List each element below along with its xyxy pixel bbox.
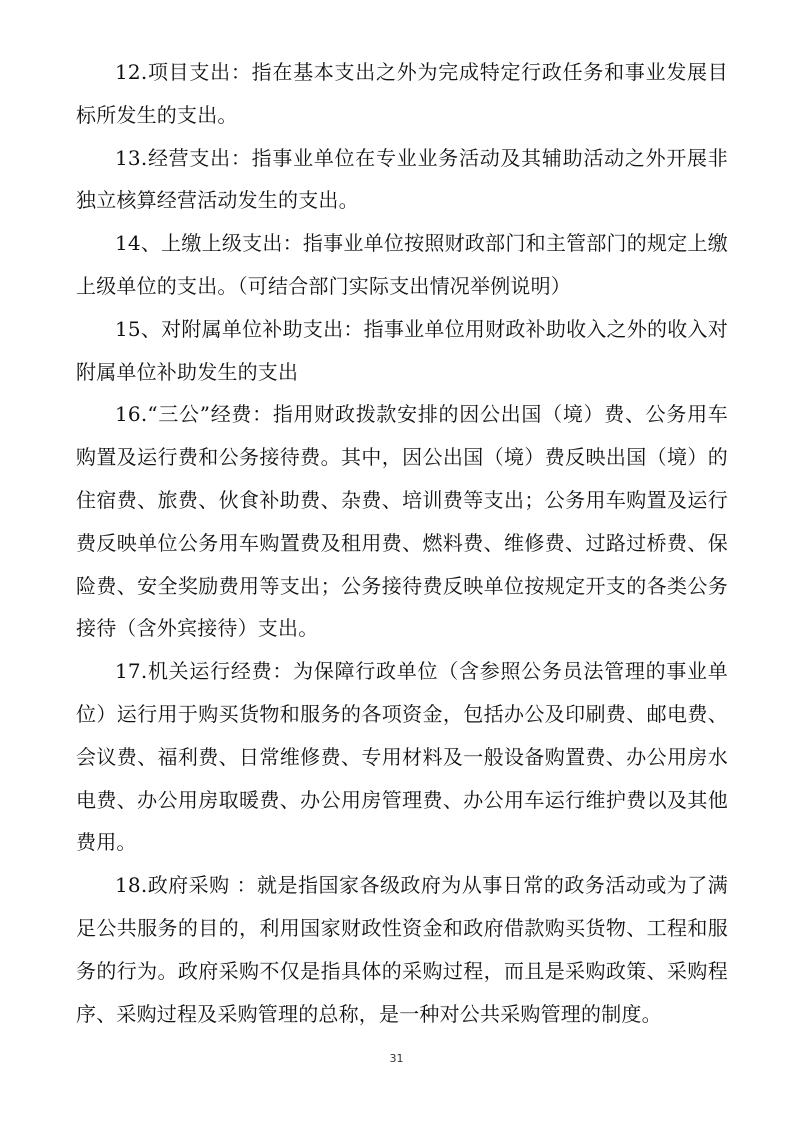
definition-paragraph-14: 14、上缴上级支出：指事业单位按照财政部门和主管部门的规定上缴上级单位的支出。（可结合部门实际支出情况举例说明）	[76, 231, 728, 298]
definition-paragraph-15: 15、对附属单位补助支出：指事业单位用财政补助收入之外的收入对附属单位补助发生的支出	[76, 316, 728, 384]
page-number: 31	[389, 1052, 404, 1065]
document-body	[76, 51, 728, 1035]
definition-paragraph-16: 16.“三公”经费：指用财政拨款安排的因公出国（境）费、公务用车购置及运行费和公务接待费。其中，因公出国（境）费反映出国（境）的住宿费、旅费、伙食补助费、杂费、培训费等支出；公务用车购置及运行费反映单位公务用车购置费及租用费、燃料费、维修费、过路过桥费、保险费、安全奖励费用等支出；公务接待费反映单位按规定开支的各类公务接待（含外宾接待）支出。	[76, 402, 728, 641]
definition-paragraph-12: 12.项目支出：指在基本支出之外为完成特定行政任务和事业发展目标所发生的支出。	[76, 60, 728, 127]
definition-paragraph-13: 13.经营支出：指事业单位在专业业务活动及其辅助活动之外开展非独立核算经营活动发生的支出。	[76, 145, 728, 213]
definition-paragraph-17: 17.机关运行经费：为保障行政单位（含参照公务员法管理的事业单位）运行用于购买货物和服务的各项资金，包括办公及印刷费、邮电费、会议费、福利费、日常维修费、专用材料及一般设备购置费、办公用房水电费、办公用房取暖费、办公用房管理费、办公用车运行维护费以及其他费用。	[76, 659, 728, 855]
definition-paragraph-18: 18.政府采购 ：就是指国家各级政府为从事日常的政务活动或为了满足公共服务的目的，利用国家财政性资金和政府借款购买货物、工程和服务的行为。政府采购不仅是指具体的采购过程，而且是采购政策、采购程序、采购过程及采购管理的总称，是一种对公共采购管理的制度。	[76, 873, 728, 1026]
